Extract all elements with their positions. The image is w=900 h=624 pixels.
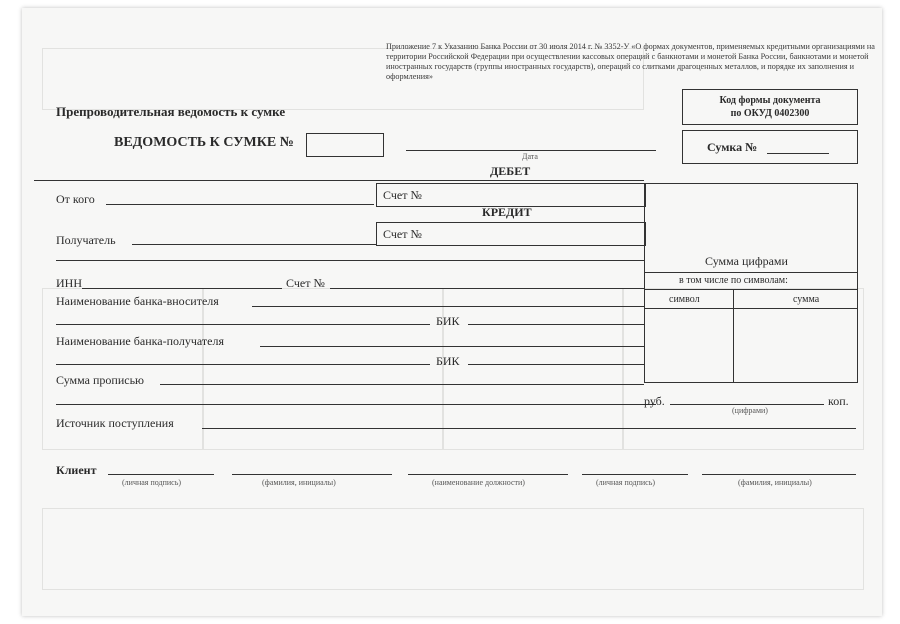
okud-line2: по ОКУД 0402300 [730,108,810,119]
caption-name-1: (фамилия, инициалы) [262,478,336,487]
inn-account-label: Счет № [286,276,325,290]
statement-label: ВЕДОМОСТЬ К СУМКЕ № [114,135,294,150]
regulation-note: Приложение 7 к Указанию Банка России от 30 июля 2014 г. № 3352-У «О формах документов, применяемых кредитными организациями на территории Российской Федерации при осуществлении кассовых операций с банкнотами и монетой Банка России, банкнотами и монетой иностранных государств (группы иностранных государств), операций со слитками драгоценных металлов, и порядке их заполнения и оформления» [386,42,875,81]
statement-number-field[interactable] [306,133,384,157]
date-caption: Дата [522,152,538,161]
recipient-line[interactable] [132,244,376,245]
amount-words-label: Сумма прописью [56,373,145,387]
credit-label: КРЕДИТ [482,205,532,219]
caption-signature-1: (личная подпись) [122,478,182,487]
depositor-bank-line-2[interactable] [56,324,430,325]
name-2-line[interactable] [702,474,856,475]
caption-signature-2: (личная подпись) [596,478,656,487]
okud-box [682,89,858,125]
source-line[interactable] [202,428,856,429]
digits-caption: (цифрами) [732,406,768,415]
kop-line[interactable] [670,404,824,405]
debit-account-label: Счет № [383,188,422,202]
caption-name-2: (фамилия, инициалы) [738,478,812,487]
okud-line1: Код формы документа [719,95,821,106]
amount-including-rule [645,289,857,290]
from-label: От кого [56,192,95,206]
depositor-bik-line[interactable] [468,324,644,325]
recipient-label: Получатель [56,233,116,247]
ghost-col-1 [202,288,204,450]
amount-header-rule [645,308,857,309]
rub-label: руб. [644,394,665,408]
inn-label: ИНН [56,276,82,290]
recipient-bik-label: БИК [436,354,460,368]
depositor-bank-label: Наименование банка-вносителя [56,294,219,308]
depositor-bank-line[interactable] [252,306,644,307]
amount-title: Сумма цифрами [705,254,788,268]
amount-box [644,183,858,383]
amount-words-line[interactable] [160,384,644,385]
recipient-bank-line-2[interactable] [56,364,430,365]
bag-number-line[interactable] [767,153,829,154]
from-line[interactable] [106,204,374,205]
signature-2-line[interactable] [582,474,688,475]
amount-including: в том числе по символам: [679,275,788,286]
form-sheet [22,8,882,616]
amount-title-rule [645,272,857,273]
bag-box [682,130,858,164]
ghost-grid-bottom [42,508,864,590]
client-name-line[interactable] [232,474,392,475]
recipient-bank-label: Наименование банка-получателя [56,334,224,348]
debit-rule [34,180,644,181]
page-title: Препроводительная ведомость к сумке [56,104,286,119]
source-label: Источник поступления [56,416,174,430]
kop-label: коп. [828,394,849,408]
debit-account-box [376,183,646,207]
recipient-bank-line[interactable] [260,346,644,347]
recipient-bik-line[interactable] [468,364,644,365]
inn-account-line[interactable] [330,288,644,289]
ghost-col-3 [622,288,624,450]
bag-label: Сумка № [707,140,758,154]
depositor-bik-label: БИК [436,314,460,328]
position-line[interactable] [408,474,568,475]
credit-account-label: Счет № [383,227,422,241]
inn-line[interactable] [82,288,282,289]
credit-account-box [376,222,646,246]
client-label: Клиент [56,463,97,477]
recipient-line-2[interactable] [56,260,644,261]
ghost-col-2 [442,288,444,450]
date-line[interactable] [406,150,656,151]
col-sum-header: сумма [793,294,820,305]
caption-position: (наименование должности) [432,478,525,487]
amount-words-line-2[interactable] [56,404,656,405]
col-symbol-header: символ [669,294,700,305]
client-signature-line[interactable] [108,474,214,475]
debit-label: ДЕБЕТ [490,164,531,178]
amount-column-divider [733,289,734,382]
